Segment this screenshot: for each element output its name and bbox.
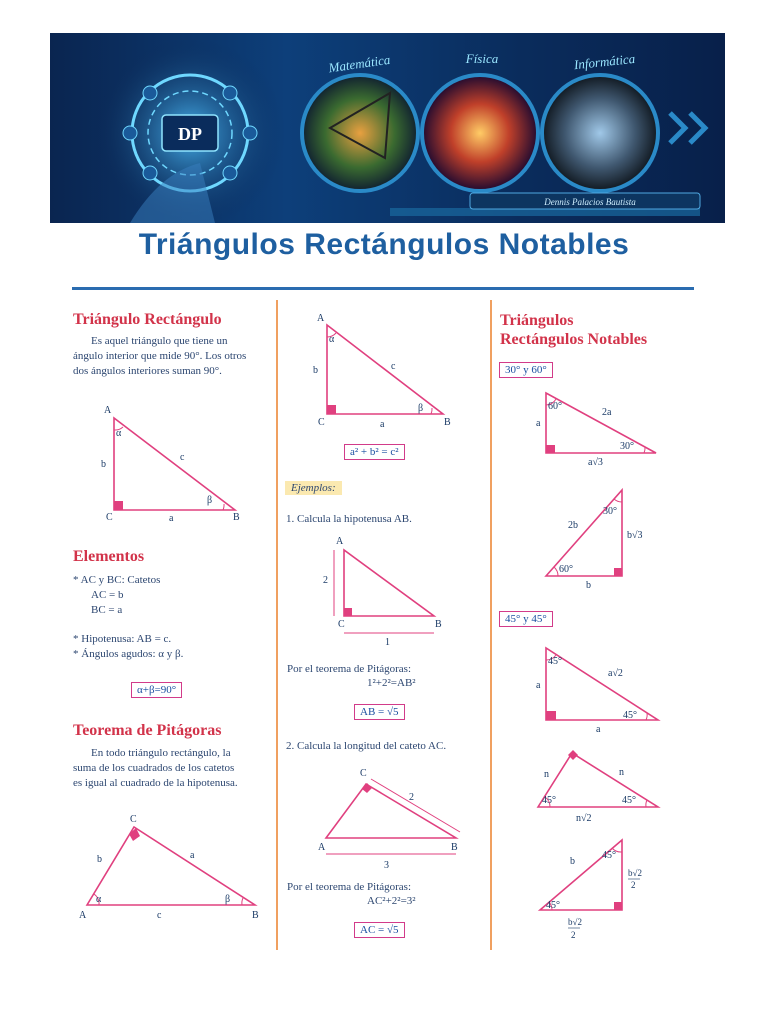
- page-title: Triángulos Rectángulos Notables: [138, 228, 630, 261]
- leg-a-root3-label: a√3: [588, 457, 603, 468]
- title-rule: [72, 287, 694, 290]
- angle-60-label: 60°: [548, 401, 562, 412]
- triangle-45-b: [530, 745, 670, 825]
- alpha-label: α: [329, 334, 335, 345]
- pythagoras-formula-box: a² + b² = c²: [344, 444, 405, 460]
- vertex-b-label: B: [233, 512, 240, 523]
- base-n-root2-label: n√2: [576, 813, 592, 824]
- elements-line: AC = b: [91, 589, 124, 601]
- side-a-label: a: [190, 850, 195, 861]
- examples-label: Ejemplos:: [285, 481, 342, 495]
- banner-logo: DP: [178, 124, 202, 144]
- angle-45-top-label: 45°: [602, 850, 616, 861]
- angle-45-right-label: 45°: [623, 710, 637, 721]
- hypotenuse-label: a√2: [608, 668, 623, 679]
- side-a-label: a: [380, 419, 385, 430]
- vertex-b-label: B: [252, 910, 259, 921]
- elements-line: * Ángulos agudos: α y β.: [73, 648, 184, 660]
- banner-graphic: [50, 33, 725, 223]
- box-45-45: 45° y 45°: [499, 611, 553, 627]
- leg-right-denominator: 2: [631, 880, 636, 890]
- vertex-b-label: B: [435, 619, 442, 630]
- angle-45-top-label: 45°: [548, 656, 562, 667]
- triangle-30-60-b: [530, 480, 670, 590]
- beta-label: β: [225, 894, 231, 905]
- side-n-left-label: n: [544, 769, 549, 780]
- leg-bottom-denominator: 2: [571, 930, 576, 940]
- vertex-c-label: C: [338, 619, 345, 630]
- desc-line: En todo triángulo rectángulo, la: [91, 747, 231, 759]
- side-c-label: c: [180, 452, 185, 463]
- side-a-label: a: [169, 513, 174, 524]
- side-2-label: 2: [323, 575, 328, 586]
- beta-label: β: [418, 403, 424, 414]
- elements-line: BC = a: [91, 604, 123, 616]
- desc-line: suma de los cuadrados de los catetos: [73, 762, 235, 774]
- triangle-45-a: [530, 638, 670, 738]
- side-c-label: c: [157, 910, 162, 921]
- notable-title-line-1: Triángulos: [500, 312, 574, 329]
- elements-list: [73, 573, 268, 662]
- section-title-pythagoras: Teorema de Pitágoras: [73, 722, 222, 739]
- side-n-right-label: n: [619, 767, 624, 778]
- leg-bottom-label: b√2: [568, 917, 582, 927]
- side-c-label: c: [391, 361, 396, 372]
- leg-a-label: a: [536, 418, 541, 429]
- right-triangle-figure: [90, 400, 250, 530]
- column-separator-2: [490, 300, 492, 950]
- vertex-a-label: A: [336, 536, 344, 547]
- side-b-label: b: [97, 854, 102, 865]
- leg-left-label: a: [536, 680, 541, 691]
- desc-line: dos ángulos interiores suman 90°.: [73, 365, 222, 377]
- angle-60-label: 60°: [559, 564, 573, 575]
- leg-right-label: b√2: [628, 868, 642, 878]
- vertex-c-label: C: [130, 814, 137, 825]
- vertex-c-label: C: [360, 768, 367, 779]
- angle-30-label: 30°: [603, 506, 617, 517]
- desc-line: Es aquel triángulo que tiene un: [91, 335, 228, 347]
- angle-30-label: 30°: [620, 441, 634, 452]
- right-triangle-description: [73, 334, 268, 379]
- notable-title-line-2: Rectángulos Notables: [500, 331, 648, 348]
- box-30-60: 30° y 60°: [499, 362, 553, 378]
- example-1-question: 1. Calcula la hipotenusa AB.: [286, 513, 412, 525]
- example-1-answer-box: AB = √5: [354, 704, 405, 720]
- elements-line: * Hipotenusa: AB = c.: [73, 633, 172, 645]
- vertex-a-label: A: [104, 405, 112, 416]
- hypotenuse-label: 2a: [602, 407, 612, 418]
- example-2-answer-box: AC = √5: [354, 922, 405, 938]
- side-2-label: 2: [409, 792, 414, 803]
- header-banner: [50, 33, 725, 223]
- section-title-elements: Elementos: [73, 548, 145, 565]
- side-3-label: 3: [384, 860, 389, 871]
- elements-line: * AC y BC: Catetos: [73, 574, 161, 586]
- vertex-a-label: A: [318, 842, 326, 853]
- side-b-label: b: [101, 459, 106, 470]
- banner-author: Dennis Palacios Bautista: [544, 197, 636, 207]
- vertex-c-label: C: [318, 417, 325, 428]
- vertex-a-label: A: [317, 313, 325, 324]
- leg-b-root3-label: b√3: [627, 530, 643, 541]
- hypotenuse-label: 2b: [568, 520, 578, 531]
- angle-sum-box: α+β=90°: [131, 682, 182, 698]
- vertex-a-label: A: [79, 910, 87, 921]
- pythagoras-reference-triangle: [305, 305, 465, 433]
- section-title-notable: [500, 311, 647, 349]
- section-title-right-triangle: Triángulo Rectángulo: [73, 311, 222, 328]
- example-1-triangle: [318, 532, 458, 650]
- example-1-theorem: Por el teorema de Pitágoras:: [287, 663, 412, 675]
- vertex-b-label: B: [451, 842, 458, 853]
- example-2-triangle: [314, 762, 474, 874]
- banner-subject-cs: Informática: [573, 50, 636, 73]
- desc-line: ángulo interior que mide 90°. Los otros: [73, 350, 247, 362]
- example-1-equation: 1²+2²=AB²: [367, 677, 416, 689]
- leg-bottom-label: a: [596, 724, 601, 735]
- side-b-label: b: [313, 365, 318, 376]
- alpha-label: α: [116, 428, 122, 439]
- vertex-b-label: B: [444, 417, 451, 428]
- angle-45-left-label: 45°: [542, 795, 556, 806]
- triangle-30-60-a: [530, 385, 670, 475]
- hypotenuse-label: b: [570, 856, 575, 867]
- example-2-equation: AC²+2²=3²: [367, 895, 416, 907]
- banner-subject-math: Matemática: [327, 51, 392, 76]
- triangle-45-c: [530, 830, 670, 945]
- angle-45-right-label: 45°: [622, 795, 636, 806]
- desc-line: es igual al cuadrado de la hipotenusa.: [73, 777, 238, 789]
- column-separator-1: [276, 300, 278, 950]
- angle-45-left-label: 45°: [546, 900, 560, 911]
- pythagoras-triangle-figure: [72, 810, 272, 925]
- example-2-theorem: Por el teorema de Pitágoras:: [287, 881, 412, 893]
- leg-b-label: b: [586, 580, 591, 590]
- example-2-question: 2. Calcula la longitud del cateto AC.: [286, 740, 447, 752]
- side-1-label: 1: [385, 637, 390, 648]
- banner-subject-physics: Física: [465, 51, 499, 66]
- vertex-c-label: C: [106, 512, 113, 523]
- alpha-label: α: [96, 894, 102, 905]
- pythagoras-description: [73, 746, 268, 791]
- beta-label: β: [207, 495, 213, 506]
